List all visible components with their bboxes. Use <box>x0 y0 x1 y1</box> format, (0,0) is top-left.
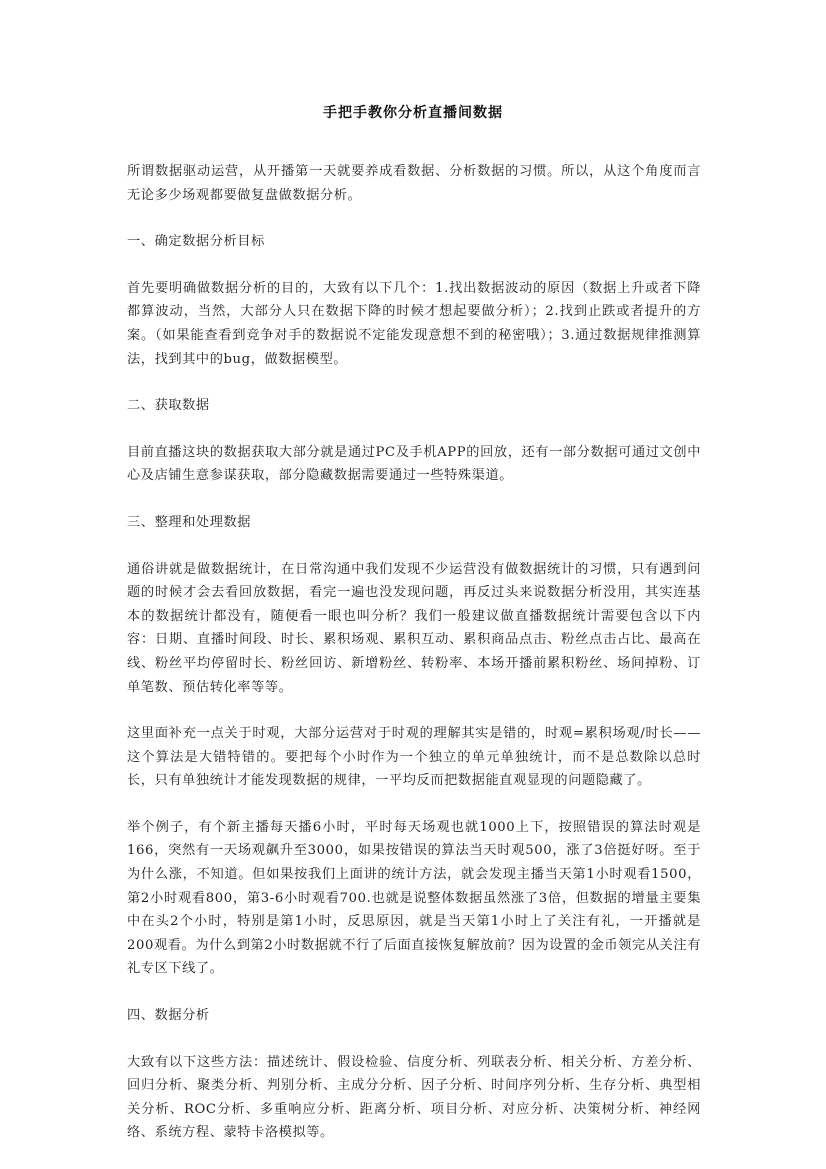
section-heading-process: 三、整理和处理数据 <box>127 514 252 530</box>
example-paragraph: 举个例子，有个新主播每天播6小时，平时每天场观也就1000上下，按照错误的算法时观是166，突然有一天场观飙升至3000，如果按错误的算法当天时观500，涨了3倍挺好呀。至于为什么涨，不知道。但如果按我们上面讲的统计方法，就会发现主播当天第1小时观看1500，第2小时观看800，第3-6小时观看700.也就是说整体数据虽然涨了3倍，但数据的增量主要集中在头2个小时，特别是第1小时，反思原因，就是当天第1小时上了关注有礼，一开播就是200观看。为什么到第2小时数据就不行了后面直接恢复解放前？因为设置的金币领完从关注有礼专区下线了。 <box>127 819 701 977</box>
acquire-paragraph: 目前直播这块的数据获取大部分就是通过PC及手机APP的回放，还有一部分数据可通过文创中心及店铺生意参谋获取，部分隐藏数据需要通过一些特殊渠道。 <box>127 444 701 484</box>
document-title: 手把手教你分析直播间数据 <box>323 105 503 121</box>
goal-paragraph: 首先要明确做数据分析的目的，大致有以下几个：1.找出数据波动的原因（数据上升或者下降都算波动，当然，大部分人只在数据下降的时候才想起要做分析）；2.找到止跌或者提升的方案。（如果能查看到竞争对手的数据说不定能发现意想不到的秘密哦）；3.通过数据规律推测算法，找到其中的bug，做数据模型。 <box>127 280 701 367</box>
section-heading-goal: 一、确定数据分析目标 <box>127 234 265 250</box>
section-heading-acquire: 二、获取数据 <box>127 398 210 414</box>
intro-paragraph: 所谓数据驱动运营，从开播第一天就要养成看数据、分析数据的习惯。所以，从这个角度而言无论多少场观都要做复盘做数据分析。 <box>127 164 701 203</box>
section-heading-analysis: 四、数据分析 <box>127 1008 210 1024</box>
methods-paragraph: 大致有以下这些方法：描述统计、假设检验、信度分析、列联表分析、相关分析、方差分析、回归分析、聚类分析、判别分析、主成分分析、因子分析、时间序列分析、生存分析、典型相关分析、ROC分析、多重响应分析、距离分析、项目分析、对应分析、决策树分析、神经网络、系统方程、蒙特卡洛模拟等。 <box>127 1054 701 1141</box>
process-paragraph: 通俗讲就是做数据统计，在日常沟通中我们发现不少运营没有做数据统计的习惯，只有遇到问题的时候才会去看回放数据，看完一遍也没发现问题，再反过头来说数据分析没用，其实连基本的数据统计都没有，随便看一眼也叫分析？我们一般建议做直播数据统计需要包含以下内容：日期、直播时间段、时长、累积场观、累积互动、累积商品点击、粉丝点击占比、最高在线、粉丝平均停留时长、粉丝回访、新增粉丝、转粉率、本场开播前累积粉丝、场间掉粉、订单笔数、预估转化率等等。 <box>127 561 701 695</box>
document-body <box>127 160 701 1168</box>
hourly-view-paragraph: 这里面补充一点关于时观，大部分运营对于时观的理解其实是错的，时观=累积场观/时长——这个算法是大错特错的。要把每个小时作为一个独立的单元单独统计，而不是总数除以总时长，只有单独统计才能发现数据的规律，一平均反而把数据能直观显现的问题隐藏了。 <box>127 726 701 789</box>
